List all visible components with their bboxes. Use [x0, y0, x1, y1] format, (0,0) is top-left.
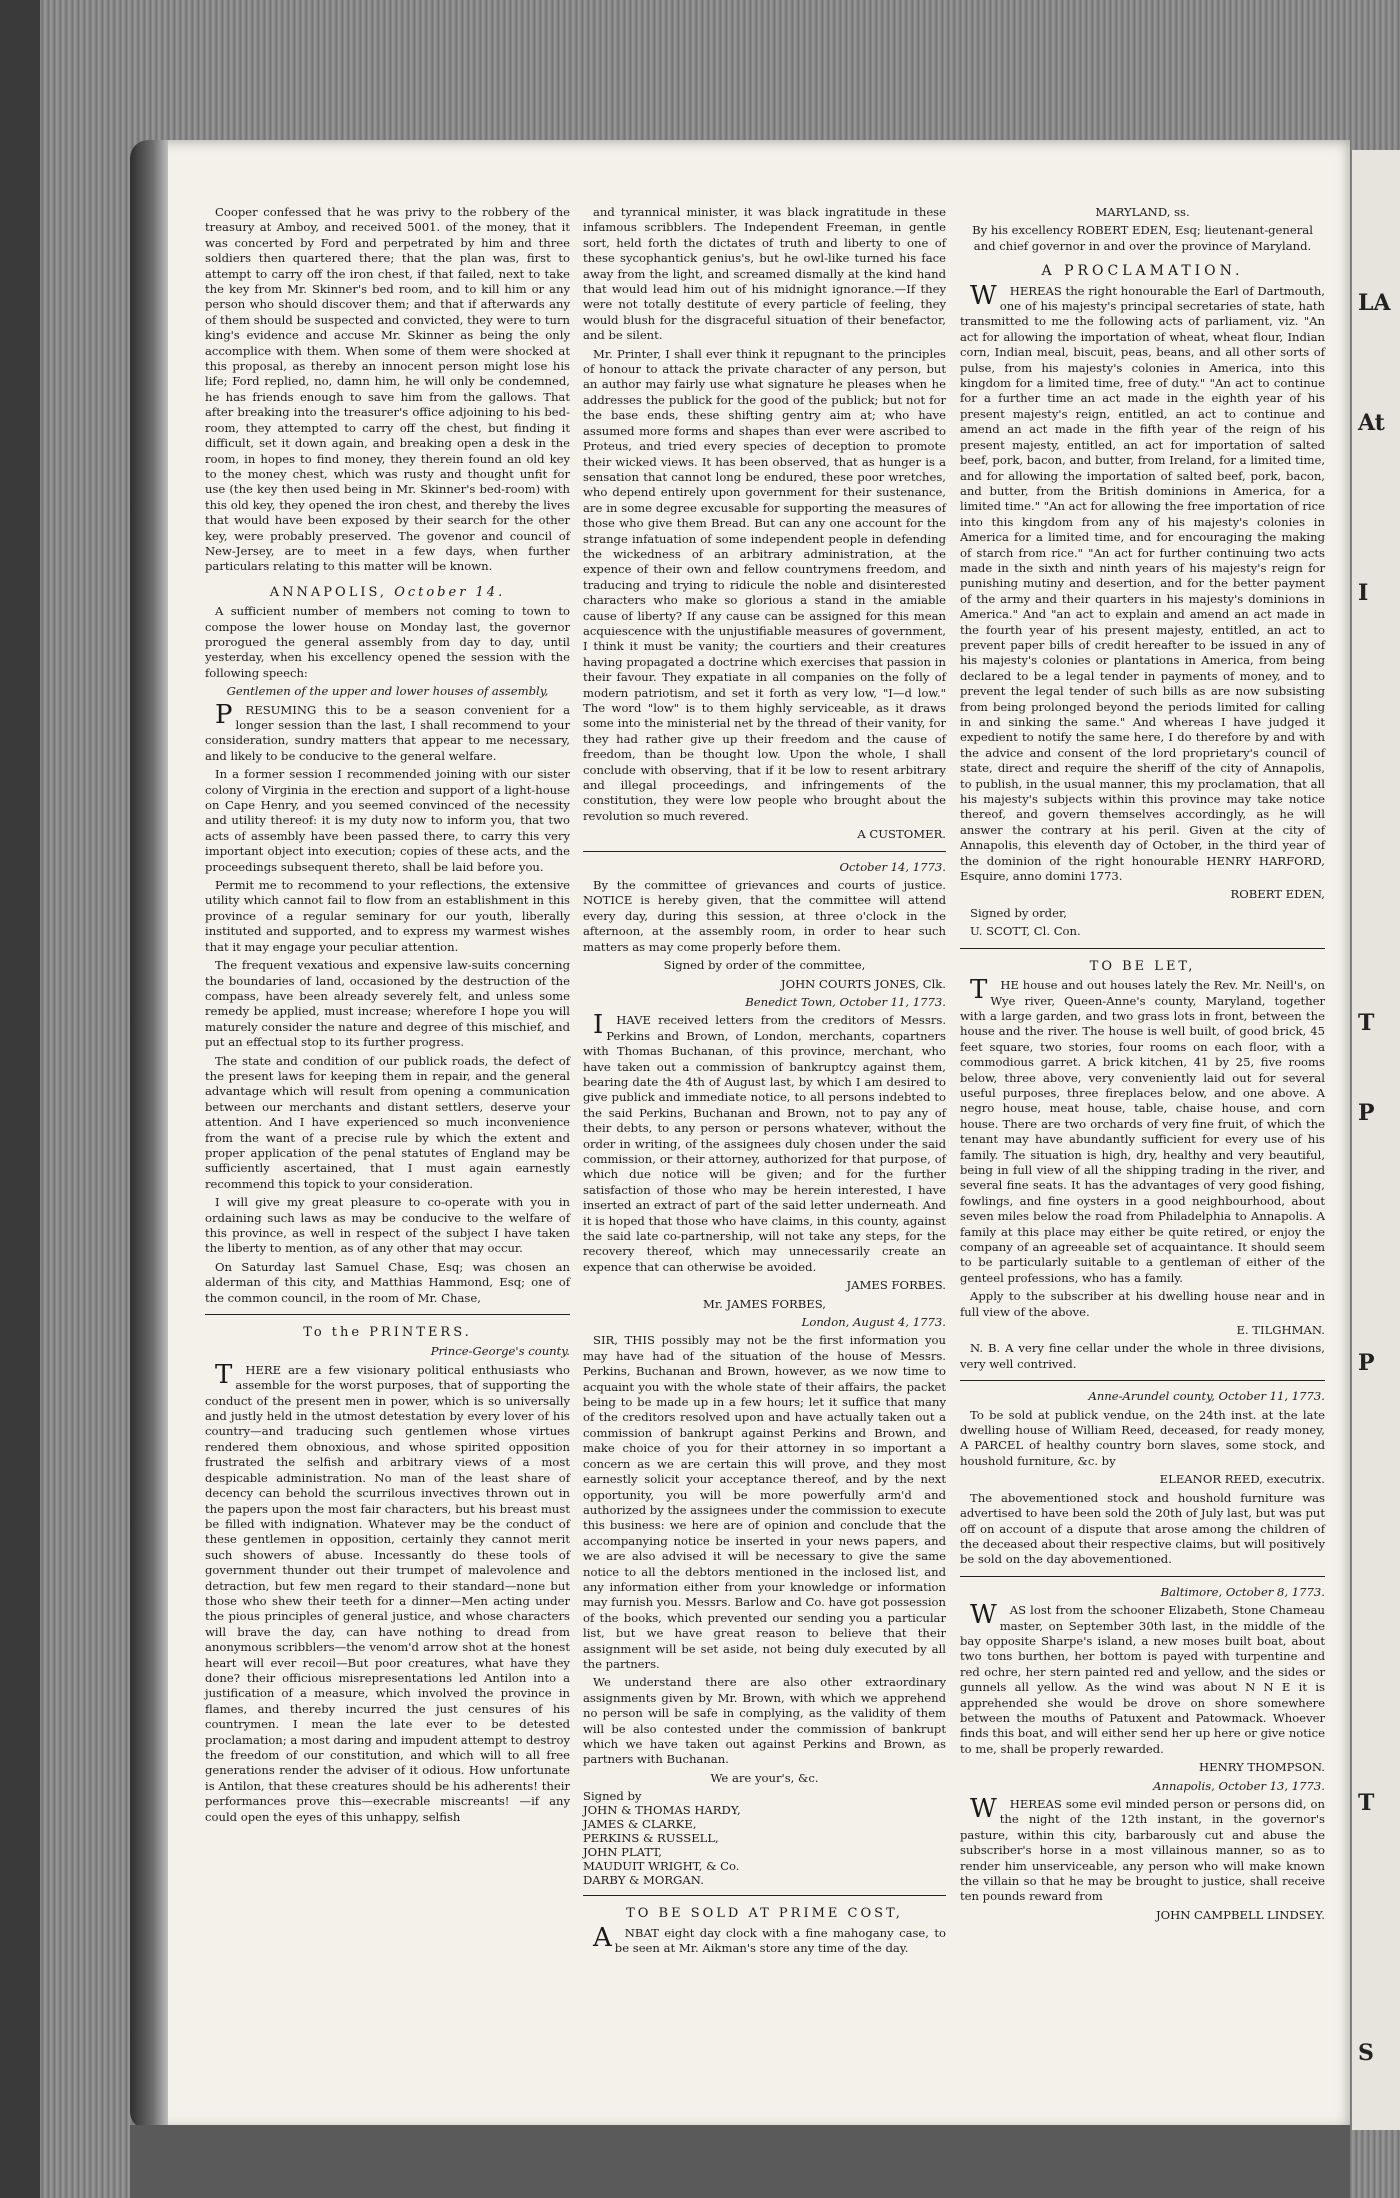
committee-date: October 14, 1773. [839, 859, 946, 874]
edge-letter: S [1358, 2040, 1374, 2066]
proclamation-heading: A PROCLAMATION. [1041, 263, 1244, 280]
edge-letter: P [1358, 1100, 1375, 1126]
sale-heading: TO BE SOLD AT PRIME COST, [626, 1906, 903, 1922]
divider [205, 1314, 570, 1315]
committee-clerk: JOHN COURTS JONES, Clk. [780, 976, 946, 991]
let-apply: Apply to the subscriber at his dwelling house near and in full view of the above. [960, 1289, 1325, 1319]
edge-letter: T [1358, 1790, 1375, 1816]
annapolis-date: Annapolis, October 13, 1773. [1153, 1778, 1325, 1793]
letter-body-2: We understand there are also other extraordinary assignments given by Mr. Brown, with which we apprehend no person will be safe in complying, as the validity of them will be also contested under the commission of bankrupt which we have taken out against Perkins and Brown, as partners with Buchanan. [583, 1675, 946, 1767]
divider [583, 851, 946, 852]
forbes-signature: JAMES FORBES. [846, 1278, 946, 1293]
letter-body: SIR, THIS possibly may not be the first information you may have had of the situation of the house of Messrs. Perkins, Buchanan and Brown, however, as we now time to acquaint you with the whole state of their affairs, the packet being to be made up in a few hours; let it suffice that many of the creditors resolved upon and have actually taken out a commission of bankrupt against Perkins and Brown, and make choice of you for their attorney in so important a concern as we are certain this will prove, and they most earnestly solicit your acceptance thereof, and by the next opportunity, you will be more powerfully arm'd and authorized by the assignees under the commission to execute this business: we here are of opinion and conclude that the accompanying notice be inserted in your news papers, and we are also advised it will be necessary to give the same notice to all the debtors mentioned in the inclosed list, and any information either from your knowledge or information may furnish you. Messrs. Barlow and Co. have got possession of the books, which prevented our sending you a particular list, but we have great reason to believe that their assignment will be set aside, not being duly executed by all the partners. [583, 1333, 946, 1671]
edge-letter: LA [1358, 290, 1391, 316]
signer: MAUDUIT WRIGHT, & Co. [583, 1859, 740, 1874]
scan-bottom-shadow [130, 2125, 1350, 2198]
speech-para: The state and condition of our publick roads, the defect of the present laws for keeping them in repair, and the general advantage which will result from opening a communication between our merchants and distant settlers, deserve your attention. And I have experienced so much inconvenience from the want of a precise rule by which the extent and proper application of the penal statutes of England may be sufficiently ascertained, that I must again earnestly recommend this topick to your consideration. [205, 1053, 570, 1191]
letter-addressee: Mr. JAMES FORBES, [703, 1296, 826, 1311]
proclamation-text: WHEREAS the right honourable the Earl of Dartmouth, one of his majesty's principal secretaries of state, hath transmitted to me the following acts of parliament, viz. "An act for allowing the importation of wheat, wheat flour, Indian corn, Indian meal, biscuit, peas, beans, and all other sorts of pulse, from his majesty's colonies in America, into this kingdom for a limited time, free of duty." "An act to continue for a further time an act made in the eighth year of his present majesty's reign, entitled, an act to continue and amend an act made in the fifth year of the reign of his present majesty, entitled, an act for importation of salted beef, pork, bacon, and butter, from Ireland, for a limited time, and for allowing the importation of salted beef, pork, bacon, and butter, from the British dominions in America, for a limited time." "An act for allowing the free importation of rice into this kingdom from any of his majesty's colonies in America for a limited time, and for encouraging the making of starch from rice." "An act for further continuing two acts made in the sixth and ninth years of his majesty's reign for punishing mutiny and desertion, and for the better payment of the army and their quarters in his majesty's dominions in America." And "an act to explain and amend an act made in the fourth year of his present majesty, entitled, an act to prevent paper bills of credit hereafter to be issued in any of his majesty's colonies or plantations in America, from being declared to be a legal tender in payments of money, and to prevent the legal tender of such bills as are now subsisting from being prolonged beyond the periods limited for calling in and sinking the same." And whereas I have judged it expedient to notify the same here, I do therefore by and with the advice and consent of the lord proprietary's council of state, direct and require the sheriff of the city of Annapolis, to publish, in the usual manner, this my proclamation, that all his majesty's subjects within this province may take notice thereof, and govern themselves accordingly, as he will answer the contrary at his peril. Given at the city of Annapolis, this eleventh day of October, in the third year of the dominion of the right honourable HENRY HARFORD, Esquire, anno domini 1773. [960, 280, 1325, 884]
customer-signature: A CUSTOMER. [857, 827, 946, 842]
vendue-note: The abovementioned stock and houshold furniture was advertised to have been sold the 20th of July last, but was put off on account of a dispute that arose among the children of the deceased about their respective claims, but will positively be sold on the day abovementioned. [960, 1490, 1325, 1567]
signer: DARBY & MORGAN. [583, 1873, 704, 1888]
speech-salutation: Gentlemen of the upper and lower houses of assembly, [226, 684, 549, 699]
house-to-let: THE house and out houses lately the Rev. Mr. Neill's, on Wye river, Queen-Anne's county, Maryland, together with a large garden, and two grass lots in front, between the house and the river. The house is well built, of good brick, 45 feet square, two stories, four rooms on each floor, with a commodious garret. A brick kitchen, 41 by 25, five rooms below, three above, very conveniently laid out for several useful purposes, three fireplaces below, and one above. A negro house, meat house, table, chaise house, and corn house. There are two orchards of very fine fruit, of which the tenant may have abundantly sufficient for every use of his family. The situation is high, dry, healthy and very beautiful, being in full view of all the shipping trading in the river, and several fine seats. It has the advantages of very good fishing, fowlings, and fine oysters in a good neighbourhood, about seven miles below the road from Philadelphia to Annapolis. A family at this place may either be quite retired, or enjoy the company of an agreeable set of acquaintance. It should seem to be particularly suitable to a gentleman of either of the genteel professions, who has a family. [960, 975, 1325, 1285]
speech-para: The frequent vexatious and expensive law-suits concerning the boundaries of land, occasioned by the destruction of the compass, have been already severely felt, and unless some remedy be applied, must increase; wherefore I hope you will maturely consider the nature and degree of this mischief, and put an effectual stop to its further progress. [205, 958, 570, 1050]
divider [583, 1895, 946, 1896]
governor-line: By his excellency ROBERT EDEN, Esq; lieutenant-general and chief governor in and over the province of Maryland. [972, 223, 1313, 253]
assembly-notice: A sufficient number of members not coming to town to compose the lower house on Monday last, the governor prorogued the general assembly from day to day, until yesterday, when his excellency opened the session with the following speech: [205, 604, 570, 680]
letter-continued: and tyrannical minister, it was black ingratitude in these infamous scribblers. The Independent Freeman, in gentle sort, held forth the dictates of truth and liberty to one of these sycophantick genius's, but he owl-like turned his face away from the light, and screamed dismally at the kind hand that would lead him out of his midnight ignorance.—If they were not totally destitute of every particle of feeling, they would blush for the disgraceful situation of their benefactor, and be silent. [583, 205, 946, 343]
proclamation-order: Signed by order, [970, 905, 1067, 920]
horse-notice: WHEREAS some evil minded person or persons did, on the night of the 12th instant, in the governor's pasture, within this city, barbarously cut and abuse the subscriber's horse in a most villainous manner, so as to render him unserviceable, any person who will make known the villain so that he may be brought to justice, shall receive ten pounds reward from [960, 1794, 1325, 1904]
robbery-report: Cooper confessed that he was privy to the robbery of the treasury at Amboy, and received 5001. of the money, that it was concerted by Ford and perpetrated by him and three soldiers then quartered there; that the plan was, first to attempt to carry off the iron chest, if that failed, next to take the key from Mr. Skinner's bed room, and to kill him or any person who should discover them; and that if afterwards any of them should be suspected and convicted, they were to turn king's evidence and accuse Mr. Skinner as being the only accomplice with them. When some of them were shocked at this proposal, as thereby an innocent person might lose his life; Ford replied, no, damn him, he will only be condemned, he has friends enough to save him from the gallows. That after breaking into the treasurer's office adjoining to his bed-room, they attempted to carry off the chest, but finding it difficult, set it down again, and breaking open a desk in the room, in hopes to find money, they therein found an old key to the money chest, which was rusty and thought unfit for use (the key then used being in Mr. Skinner's bed-room) with this old key, they opened the iron chest, and thereby the lives that would have been exposed by their search for the other key, were probably preserved. The govenor and council of New-Jersey, are to meet in a few days, when further particulars relating to this matter will be known. [205, 205, 570, 574]
annapolis-heading: ANNAPOLIS, October 14. [269, 584, 506, 600]
divider [960, 1576, 1325, 1577]
signers-block [583, 1789, 946, 1887]
scan-left-strip [0, 0, 40, 2198]
edge-letter: T [1358, 1010, 1375, 1036]
maryland-ss: MARYLAND, ss. [1095, 205, 1190, 219]
column-1 [205, 205, 570, 1828]
let-nb: N. B. A very fine cellar under the whole in three divisions, very well contrived. [960, 1341, 1325, 1371]
proclamation-signature: ROBERT EDEN, [1230, 887, 1325, 902]
baltimore-signature: HENRY THOMPSON. [1199, 1760, 1325, 1775]
signer: JAMES & CLARKE, [583, 1817, 697, 1832]
edge-letter: I [1358, 580, 1369, 606]
chase-notice: On Saturday last Samuel Chase, Esq; was chosen an alderman of this city, and Matthias Hammond, Esq; one of the common council, in the room of Mr. Chase, [205, 1259, 570, 1305]
clock-sale: ANBAT eight day clock with a fine mahogany case, to be seen at Mr. Aikman's store any time of the day. [593, 1922, 946, 1956]
vendue-signature: ELEANOR REED, executrix. [1159, 1472, 1325, 1487]
benedict-notice: IHAVE received letters from the creditors of Messrs. Perkins and Brown, of London, merchants, copartners with Thomas Buchanan, of this province, merchant, who have taken out a commission of bankruptcy against them, bearing date the 4th of August last, by which I am desired to give publick and immediate notice, to all persons indebted to the said Perkins, Buchanan and Brown, not to pay any of their debts, to any person or persons whatever, without the order in writing, of the assignees duly chosen under the said commission, or their attorney, authorized for that purpose, of which due notice will be given; and for the further satisfaction of those who may be herein interested, I have inserted an extract of part of the said letter underneath. And it is hoped that those who have claims, in this county, against the said late co-partnership, will not take any steps, for the recovery thereof, which may unnecessarily create an expence that can otherwise be avoided. [583, 1010, 946, 1274]
baltimore-date: Baltimore, October 8, 1773. [1160, 1584, 1325, 1599]
adjacent-page-edge [1352, 150, 1400, 2130]
aa-date: Anne-Arundel county, October 11, 1773. [1088, 1389, 1325, 1404]
committee-notice: By the committee of grievances and courts of justice. NOTICE is hereby given, that the committee will attend every day, during this session, at three o'clock in the afternoon, at the assembly room, in order to hear such matters as may come properly before them. [583, 878, 946, 954]
speech-para: PRESUMING this to be a season convenient for a longer session than the last, I shall recommend to your consideration, sundry matters that appear to me necessary, and likely to be conducive to the general welfare. [205, 699, 570, 763]
committee-sig: Signed by order of the committee, [663, 958, 866, 973]
letter-closing: We are your's, &c. [710, 1770, 819, 1785]
column-3 [960, 205, 1325, 1926]
vendue-notice: To be sold at publick vendue, on the 24th inst. at the late dwelling house of William Reed, deceased, for ready money, A PARCEL of healthy country born slaves, some stock, and houshold furniture, &c. by [960, 1407, 1325, 1468]
signer: JOHN PLATT, [583, 1845, 662, 1860]
edge-letter: P [1358, 1350, 1375, 1376]
printers-place: Prince-George's county. [430, 1344, 570, 1359]
signer: PERKINS & RUSSELL, [583, 1831, 719, 1846]
divider [960, 948, 1325, 949]
let-heading: TO BE LET, [1089, 958, 1196, 974]
proclamation-clerk: U. SCOTT, Cl. Con. [970, 924, 1081, 939]
printers-letter: THERE are a few visionary political enthusiasts who assemble for the worst purposes, that of supporting the conduct of the present men in power, which is so universally and justly held in the utmost detestation by every lover of his country—and traducing such gentlemen whose virtues rendered them obnoxious, and whose spirited opposition frustrated the selfish and arbitrary views of a most despicable administration. No man of the least share of decency can behold the scurrilous invectives thrown out in the papers upon the most fair characters, but his breast must be filled with indignation. Whatever may be the conduct of these gentlemen in opposition, certainly they cannot merit such showers of abuse. Incessantly do these tools of government thunder out their trumpet of malevolence and detraction, but few men regard to their standard—none but those who shew their teeth for a dinner—Men acting under the pious principles of general justice, and whose characters will brave the day, can have nothing to dread from anonymous scribblers—the venom'd arrow shot at the honest heart will ever recoil—But poor creatures, what have they done? their officious misrepresentations led Antilon into a justification of a measure, which involved the province in flames, and thereby incurred the just censures of his countrymen. I mean the late ever to be detested proclamation; a most daring and impudent attempt to destroy the freedom of our constitution, and which will to all free generations render the adviser of it odious. How unfortunate is Antilon, that these creatures should be his adherents! their performances prove this—execrable miscreants! —if any could open the eyes of this unhappy, selfish [205, 1359, 570, 1824]
column-2 [583, 205, 946, 1959]
lost-boat-notice: WAS lost from the schooner Elizabeth, Stone Chameau master, on September 30th last, in the middle of the bay opposite Sharpe's island, a new moses built boat, about two tons burthen, her bottom is payed with turpentine and red ochre, her stern painted red and yellow, and the sides or gunnels all yellow. As the wind was about N N E it is apprehended she would be drove on shore somewhere between the mouths of Patuxent and Patowmack. Whoever finds this boat, and will either send her up here or give notice to me, shall be properly rewarded. [960, 1600, 1325, 1756]
letter-continued-2: Mr. Printer, I shall ever think it repugnant to the principles of honour to attack the private character of any person, but an author may fairly use what signature he pleases when he addresses the publick for the good of the publick; but not for the base ends, these shifting gentry aim at; who have assumed more forms and shapes than ever were ascribed to Proteus, and tried every species of deception to promote their wicked views. It has been observed, that as hunger is a sensation that cannot long be endured, these poor wretches, who depend entirely upon government for their sustenance, are in some degree excusable for supporting the measures of those who give them Bread. But can any one account for the strange infatuation of some independent people in defending the wickedness of an arbitrary administration, at the expence of their own and fellow countrymens freedom, and traducing and trying to ridicule the noble and disinterested characters who make so glorious a stand in the amiable cause of liberty? If any cause can be assigned for this mean acquiescence with the unjustifiable measures of government, I think it must be vanity; the courtiers and their creatures having propagated a doctrine which exercises that passion in their favour. They expatiate in all companies on the folly of modern patriotism, and set it forth as very low, "I—d low." The word "low" is to them highly serviceable, as it draws some into the ministerial net by the thread of their vanity, for they had rather give up their freedom and the cause of freedom, than be thought low. Upon the whole, I shall conclude with observing, that if it be low to resent arbitrary and illegal proceedings, and infringements of the constitution, they were low people who brought about the revolution so much revered. [583, 346, 946, 823]
benedict-date: Benedict Town, October 11, 1773. [745, 994, 946, 1009]
page-binding [130, 140, 168, 2130]
letter-date: London, August 4, 1773. [801, 1315, 946, 1330]
speech-para: I will give my great pleasure to co-operate with you in ordaining such laws as may be conducive to the welfare of this province, as well in respect of the subject I have taken the liberty to mention, as of any other that may occur. [205, 1195, 570, 1256]
speech-para: In a former session I recommended joining with our sister colony of Virginia in the erection and support of a light-house on Cape Henry, and you seemed convinced of the necessity and utility thereof: it is my duty now to inform you, that two acts of assembly have been passed there, to carry this very important object into execution; copies of these acts, and the proceedings subsequent thereto, shall be laid before you. [205, 767, 570, 874]
horse-signature: JOHN CAMPBELL LINDSEY. [1155, 1907, 1325, 1922]
let-signature: E. TILGHMAN. [1236, 1323, 1325, 1338]
signed-by-label: Signed by [583, 1789, 642, 1804]
edge-letter: At [1358, 410, 1385, 436]
speech-para: Permit me to recommend to your reflections, the extensive utility which cannot fail to flow from an establishment in this province of a regular seminary for our youth, liberally instituted and supported, and to express my warmest wishes that it may engage your peculiar attention. [205, 878, 570, 954]
signer: JOHN & THOMAS HARDY, [583, 1803, 741, 1818]
divider [960, 1380, 1325, 1381]
printers-heading: To the PRINTERS. [303, 1325, 472, 1341]
